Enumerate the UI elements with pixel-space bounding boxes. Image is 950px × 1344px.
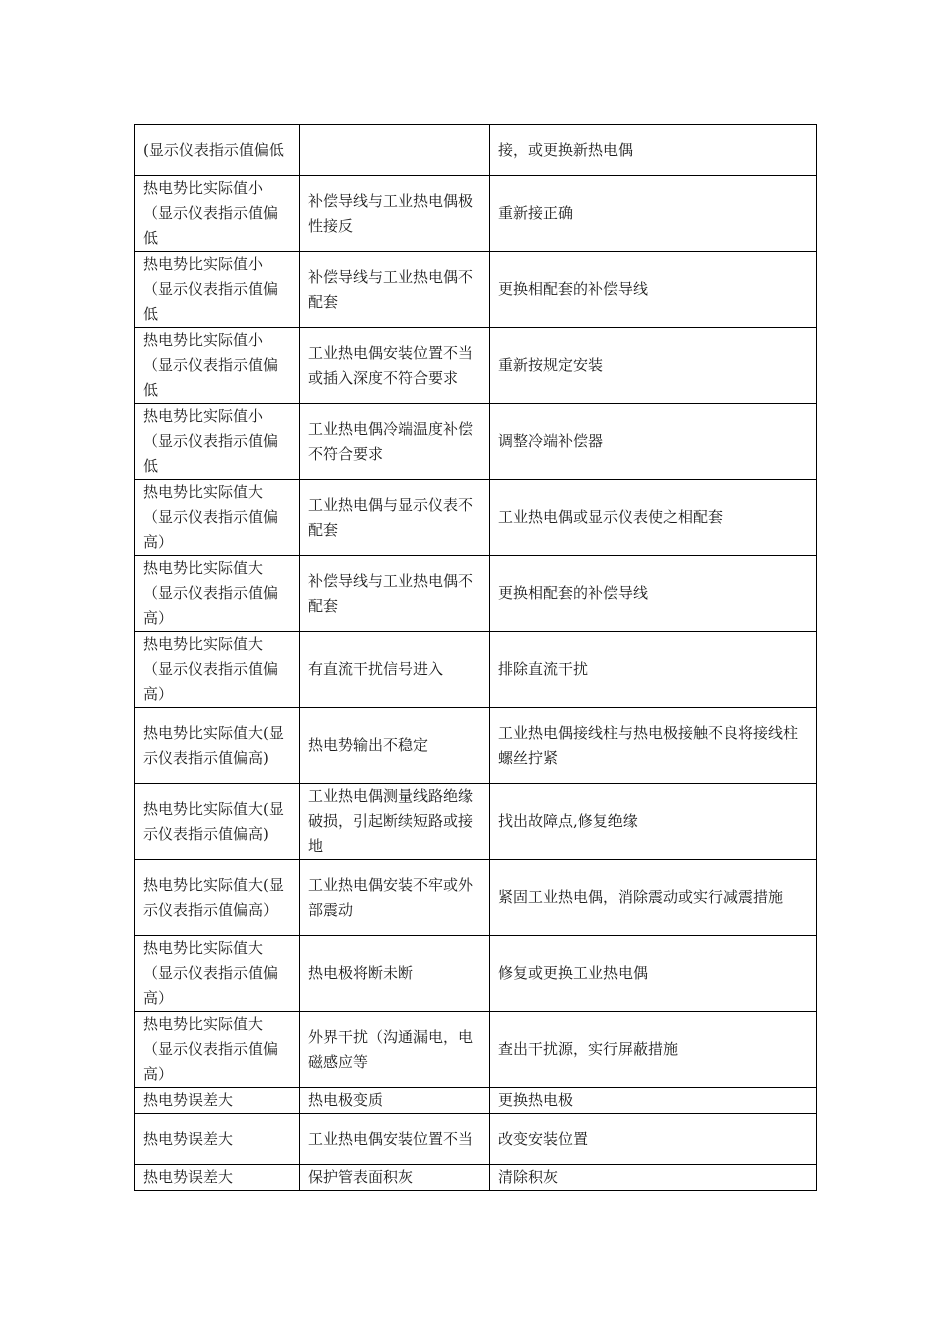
symptom-cell: 热电势误差大 — [135, 1088, 300, 1114]
symptom-cell: 热电势误差大 — [135, 1114, 300, 1165]
remedy-cell: 重新接正确 — [490, 176, 817, 252]
remedy-cell: 工业热电偶或显示仪表使之相配套 — [490, 480, 817, 556]
symptom-cell: 热电势比实际值小（显示仪表指示值偏低 — [135, 404, 300, 480]
symptom-cell: 热电势比实际值大（显示仪表指示值偏高） — [135, 632, 300, 708]
table-row — [135, 708, 817, 784]
remedy-cell: 更换相配套的补偿导线 — [490, 252, 817, 328]
cause-cell: 补偿导线与工业热电偶不配套 — [300, 252, 490, 328]
remedy-cell: 重新按规定安装 — [490, 328, 817, 404]
remedy-cell: 查出干扰源，实行屏蔽措施 — [490, 1012, 817, 1088]
table-row — [135, 1114, 817, 1165]
cause-cell — [300, 125, 490, 176]
symptom-cell: 热电势比实际值小（显示仪表指示值偏低 — [135, 328, 300, 404]
table-row — [135, 784, 817, 860]
cause-cell: 外界干扰（沟通漏电，电磁感应等 — [300, 1012, 490, 1088]
symptom-cell: 热电势比实际值大（显示仪表指示值偏高） — [135, 936, 300, 1012]
remedy-cell: 更换相配套的补偿导线 — [490, 556, 817, 632]
remedy-cell: 找出故障点,修复绝缘 — [490, 784, 817, 860]
remedy-cell: 更换热电极 — [490, 1088, 817, 1114]
table-row — [135, 176, 817, 252]
cause-cell: 工业热电偶测量线路绝缘破损，引起断续短路或接地 — [300, 784, 490, 860]
cause-cell: 补偿导线与工业热电偶不配套 — [300, 556, 490, 632]
remedy-cell: 排除直流干扰 — [490, 632, 817, 708]
cause-cell: 工业热电偶安装不牢或外部震动 — [300, 860, 490, 936]
table-row — [135, 125, 817, 176]
fault-table-body — [135, 125, 817, 1191]
symptom-cell: 热电势比实际值大（显示仪表指示值偏高） — [135, 480, 300, 556]
cause-cell: 热电势输出不稳定 — [300, 708, 490, 784]
table-row — [135, 328, 817, 404]
table-row — [135, 1012, 817, 1088]
cause-cell: 热电极将断未断 — [300, 936, 490, 1012]
cause-cell: 工业热电偶安装位置不当或插入深度不符合要求 — [300, 328, 490, 404]
remedy-cell: 改变安装位置 — [490, 1114, 817, 1165]
table-row — [135, 480, 817, 556]
remedy-cell: 工业热电偶接线柱与热电极接触不良将接线柱螺丝拧紧 — [490, 708, 817, 784]
table-row — [135, 936, 817, 1012]
remedy-cell: 紧固工业热电偶，消除震动或实行减震措施 — [490, 860, 817, 936]
remedy-cell: 清除积灰 — [490, 1165, 817, 1191]
cause-cell: 有直流干扰信号进入 — [300, 632, 490, 708]
symptom-cell: 热电势比实际值大（显示仪表指示值偏高） — [135, 1012, 300, 1088]
cause-cell: 补偿导线与工业热电偶极性接反 — [300, 176, 490, 252]
cause-cell: 保护管表面积灰 — [300, 1165, 490, 1191]
remedy-cell: 调整冷端补偿器 — [490, 404, 817, 480]
table-row — [135, 556, 817, 632]
symptom-cell: 热电势比实际值大（显示仪表指示值偏高） — [135, 556, 300, 632]
table-row — [135, 1088, 817, 1114]
table-row — [135, 252, 817, 328]
cause-cell: 热电极变质 — [300, 1088, 490, 1114]
table-row — [135, 404, 817, 480]
cause-cell: 工业热电偶与显示仪表不配套 — [300, 480, 490, 556]
table-row — [135, 632, 817, 708]
symptom-cell: 热电势比实际值大(显示仪表指示值偏高) — [135, 784, 300, 860]
symptom-cell: 热电势误差大 — [135, 1165, 300, 1191]
symptom-cell: (显示仪表指示值偏低 — [135, 125, 300, 176]
symptom-cell: 热电势比实际值大(显示仪表指示值偏高) — [135, 708, 300, 784]
symptom-cell: 热电势比实际值大(显示仪表指示值偏高） — [135, 860, 300, 936]
fault-table — [134, 124, 817, 1191]
cause-cell: 工业热电偶安装位置不当 — [300, 1114, 490, 1165]
remedy-cell: 接，或更换新热电偶 — [490, 125, 817, 176]
cause-cell: 工业热电偶冷端温度补偿不符合要求 — [300, 404, 490, 480]
table-row — [135, 1165, 817, 1191]
remedy-cell: 修复或更换工业热电偶 — [490, 936, 817, 1012]
symptom-cell: 热电势比实际值小（显示仪表指示值偏低 — [135, 176, 300, 252]
symptom-cell: 热电势比实际值小（显示仪表指示值偏低 — [135, 252, 300, 328]
table-row — [135, 860, 817, 936]
